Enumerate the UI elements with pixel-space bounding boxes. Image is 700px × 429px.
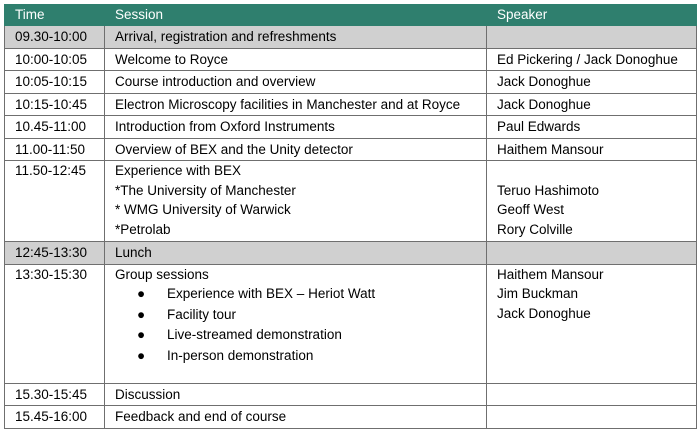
session-subitem: *Petrolab <box>115 221 171 237</box>
time-cell: 15.30-15:45 <box>5 383 105 406</box>
bullet-icon: ● <box>137 306 146 322</box>
speaker-cell: Paul Edwards <box>487 116 697 139</box>
session-cell: Lunch <box>105 242 487 265</box>
bullet-icon: ● <box>137 286 146 301</box>
time-cell: 13:30-15:30 <box>5 264 105 383</box>
table-row <box>5 71 697 94</box>
session-cell: Overview of BEX and the Unity detector <box>105 138 487 161</box>
speaker-cell <box>487 161 697 242</box>
speaker-cell <box>487 264 697 383</box>
session-cell: Electron Microscopy facilities in Manchester and at Royce <box>105 93 487 116</box>
speaker-cell: Jack Donoghue <box>487 93 697 116</box>
list-item: ● Facility tour <box>137 305 486 326</box>
speaker-cell: Haithem Mansour <box>487 138 697 161</box>
session-cell: Feedback and end of course <box>105 406 487 429</box>
time-cell: 12:45-13:30 <box>5 242 105 265</box>
time-cell: 10.45-11:00 <box>5 116 105 139</box>
table-row <box>5 48 697 71</box>
bullet-icon: ● <box>137 347 146 363</box>
table-row <box>5 383 697 406</box>
speaker-name: Jack Donoghue <box>497 305 591 321</box>
table-row <box>5 264 697 383</box>
table-row <box>5 116 697 139</box>
time-cell: 15.45-16:00 <box>5 406 105 429</box>
speaker-cell <box>487 383 697 406</box>
table-row <box>5 406 697 429</box>
speaker-cell <box>487 242 697 265</box>
speaker-cell <box>487 406 697 429</box>
time-cell: 10:15-10:45 <box>5 93 105 116</box>
time-cell: 11.00-11:50 <box>5 138 105 161</box>
header-time: Time <box>5 5 105 26</box>
list-item: ● In-person demonstration <box>137 346 486 367</box>
table-row <box>5 242 697 265</box>
session-cell: Welcome to Royce <box>105 48 487 71</box>
header-speaker: Speaker <box>487 5 697 26</box>
table-row <box>5 26 697 49</box>
time-cell: 11.50-12:45 <box>5 161 105 242</box>
time-cell: 10:05-10:15 <box>5 71 105 94</box>
table-header <box>5 5 697 26</box>
table-row <box>5 93 697 116</box>
speaker-name: Teruo Hashimoto <box>497 182 600 198</box>
header-session: Session <box>105 5 487 26</box>
session-cell: Course introduction and overview <box>105 71 487 94</box>
speaker-cell <box>487 26 697 49</box>
session-cell: Arrival, registration and refreshments <box>105 26 487 49</box>
list-item: ● Live-streamed demonstration <box>137 325 486 346</box>
session-bullet-list <box>115 284 486 366</box>
session-title: Group sessions <box>115 266 209 282</box>
session-title: Experience with BEX <box>115 163 242 178</box>
list-item: ● Experience with BEX – Heriot Watt <box>137 284 486 305</box>
table-row <box>5 138 697 161</box>
speaker-name: Rory Colville <box>497 221 573 237</box>
time-cell: 10:00-10:05 <box>5 48 105 71</box>
session-cell <box>105 161 487 242</box>
time-cell: 09.30-10:00 <box>5 26 105 49</box>
agenda-table <box>4 4 697 429</box>
session-cell: Introduction from Oxford Instruments <box>105 116 487 139</box>
session-cell: Discussion <box>105 383 487 406</box>
speaker-cell: Jack Donoghue <box>487 71 697 94</box>
session-subitem: *The University of Manchester <box>115 182 296 198</box>
session-cell <box>105 264 487 383</box>
bullet-icon: ● <box>137 327 146 342</box>
speaker-name: Geoff West <box>497 202 565 217</box>
speaker-cell: Ed Pickering / Jack Donoghue <box>487 48 697 71</box>
speaker-name: Jim Buckman <box>497 286 579 301</box>
speaker-name: Haithem Mansour <box>497 266 604 282</box>
table-row <box>5 161 697 242</box>
session-subitem: * WMG University of Warwick <box>115 202 291 217</box>
